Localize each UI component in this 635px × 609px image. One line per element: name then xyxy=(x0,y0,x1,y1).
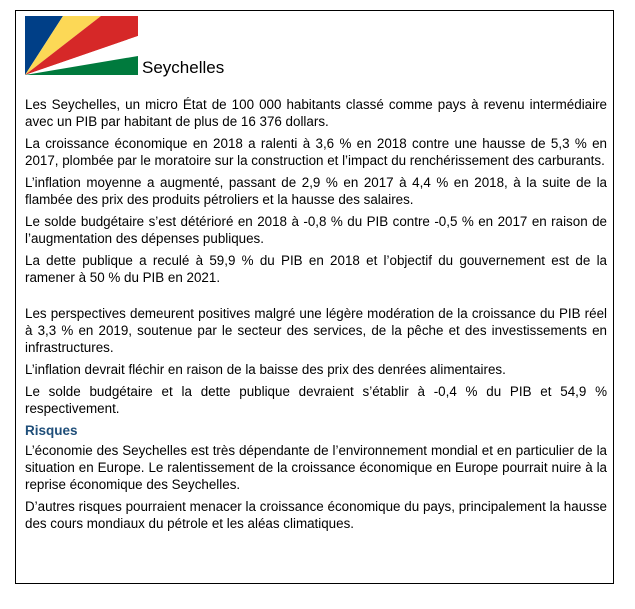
risks-paragraph: D’autres risques pourraient menacer la croissance économique du pays, principalement la hausse des cours mondiaux du pétrole et les aléas climatiques. xyxy=(25,499,607,531)
country-title: Seychelles xyxy=(142,58,225,77)
paragraph: Les Seychelles, un micro État de 100 000 habitants classé comme pays à revenu intermédiaire avec un PIB par habitant de plus de 16 376 dollars. xyxy=(25,97,607,129)
risks-heading: Risques xyxy=(25,423,78,438)
main-content xyxy=(25,96,607,537)
outlook-paragraph: Le solde budgétaire et la dette publique devraient s’établir à -0,4 % du PIB et 54,9 % respectivement. xyxy=(25,384,607,416)
risks-paragraph: L’économie des Seychelles est très dépendante de l’environnement mondial et en particulier de la situation en Europe. Le ralentissement de la croissance économique en Europe pourrait nuire à la reprise économique des Seychelles. xyxy=(25,443,607,492)
paragraph: La croissance économique en 2018 a ralenti à 3,6 % en 2018 contre une hausse de 5,3 % en 2017, plombée par le moratoire sur la construction et l’impact du renchérissement des carburants. xyxy=(25,136,607,168)
paragraph: Le solde budgétaire s’est détérioré en 2018 à -0,8 % du PIB contre -0,5 % en 2017 en raison de l’augmentation des dépenses publiques. xyxy=(25,214,607,246)
outlook-paragraph: L’inflation devrait fléchir en raison de la baisse des prix des denrées alimentaires. xyxy=(25,362,506,377)
seychelles-flag-icon xyxy=(25,16,138,75)
paragraph: L’inflation moyenne a augmenté, passant de 2,9 % en 2017 à 4,4 % en 2018, à la suite de la flambée des prix des produits pétroliers et la hausse des salaires. xyxy=(25,175,607,207)
paragraph: La dette publique a reculé à 59,9 % du PIB en 2018 et l’objectif du gouvernement est de la ramener à 50 % du PIB en 2021. xyxy=(25,253,607,285)
outlook-paragraph: Les perspectives demeurent positives malgré une légère modération de la croissance du PIB réel à 3,3 % en 2019, soutenue par le secteur des services, de la pêche et des investissements en infrastructures. xyxy=(25,306,607,355)
